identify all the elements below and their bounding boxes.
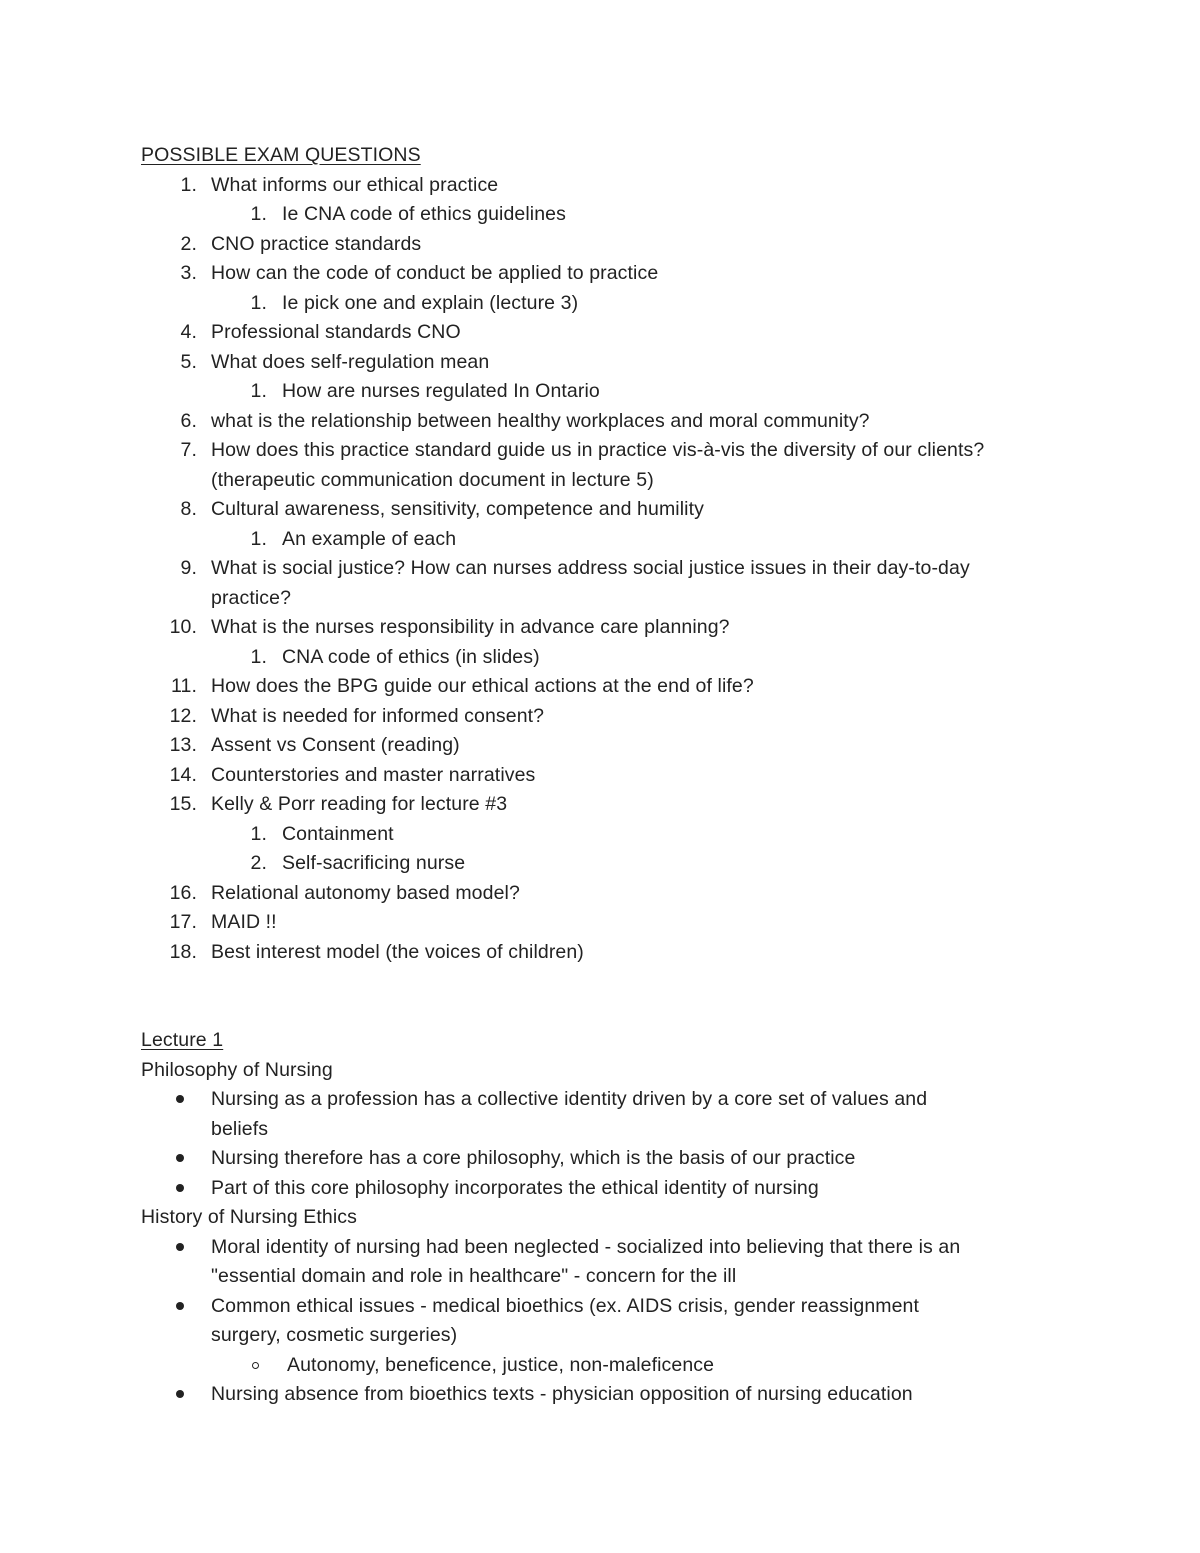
bullet-text: "essential domain and role in healthcare" - concern for the ill [211, 1265, 737, 1287]
question-number: 2. [180, 232, 197, 255]
sub-bullet-text: Autonomy, beneficence, justice, non-maleficence [287, 1353, 715, 1376]
question-number: 5. [180, 350, 197, 373]
question-text-continued: practice? [211, 586, 292, 609]
question-number: 9. [180, 557, 197, 579]
bullet-dot [176, 1243, 184, 1251]
question-number: 17. [169, 911, 197, 933]
question-number: 3. [180, 262, 197, 284]
sub-item-text: How are nurses regulated In Ontario [282, 380, 600, 402]
bullet-text: beliefs [211, 1117, 269, 1140]
question-text: Counterstories and master narratives [211, 763, 536, 786]
lecture-heading: Lecture 1 [141, 1029, 224, 1051]
sub-item-text: Containment [282, 822, 394, 845]
sub-item-number: 1. [250, 527, 267, 550]
sub-item-text: Ie pick one and explain (lecture 3) [282, 291, 579, 314]
sub-item-text: An example of each [282, 527, 457, 550]
question-number: 1. [180, 173, 197, 196]
bullet-text: Nursing absence from bioethics texts - physician opposition of nursing education [211, 1383, 913, 1405]
exam-questions-heading: POSSIBLE EXAM QUESTIONS [141, 144, 421, 166]
bullet-dot [176, 1184, 184, 1192]
sub-item-number: 1. [250, 645, 267, 668]
bullet-text: Part of this core philosophy incorporates the ethical identity of nursing [211, 1176, 819, 1199]
question-number: 6. [180, 409, 197, 432]
question-number: 10. [169, 616, 197, 638]
question-number: 15. [169, 793, 197, 815]
question-text: How can the code of conduct be applied to practice [211, 262, 659, 284]
bullet-dot [176, 1302, 184, 1310]
bullet-text: Moral identity of nursing had been neglected - socialized into believing that there is an [211, 1235, 961, 1258]
question-text: Cultural awareness, sensitivity, competence and humility [211, 498, 704, 520]
bullet-text: Nursing as a profession has a collective identity driven by a core set of values and [211, 1088, 928, 1110]
question-text: What informs our ethical practice [211, 173, 499, 196]
bullet-dot [176, 1154, 184, 1162]
bullet-text: Nursing therefore has a core philosophy, which is the basis of our practice [211, 1147, 856, 1169]
question-text: What does self-regulation mean [211, 350, 490, 373]
question-number: 13. [169, 734, 197, 756]
sub-bullet-circle [252, 1362, 259, 1369]
sub-item-number: 1. [250, 291, 267, 314]
question-number: 7. [180, 439, 197, 461]
bullet-dot [176, 1095, 184, 1103]
question-text: What is the nurses responsibility in advance care planning? [211, 616, 730, 638]
question-text: How does this practice standard guide us in practice vis-à-vis the diversity of our clients? [211, 439, 985, 461]
section-title: History of Nursing Ethics [141, 1206, 357, 1228]
question-text: Professional standards CNO [211, 321, 461, 343]
question-number: 14. [169, 763, 197, 786]
question-number: 12. [169, 704, 197, 727]
bullet-text: surgery, cosmetic surgeries) [211, 1324, 458, 1346]
sub-item-text: CNA code of ethics (in slides) [282, 645, 540, 668]
question-text: Assent vs Consent (reading) [211, 734, 460, 756]
question-number: 16. [169, 881, 197, 904]
question-text: CNO practice standards [211, 232, 422, 255]
question-text: MAID !! [211, 911, 277, 933]
question-number: 4. [180, 321, 197, 343]
section-title: Philosophy of Nursing [141, 1058, 333, 1081]
question-text: what is the relationship between healthy workplaces and moral community? [211, 409, 870, 432]
question-text: What is needed for informed consent? [211, 704, 545, 727]
question-text: How does the BPG guide our ethical actions at the end of life? [211, 675, 754, 697]
sub-item-number: 1. [250, 380, 267, 402]
question-number: 11. [171, 675, 197, 697]
sub-item-number: 2. [250, 852, 267, 874]
question-text: What is social justice? How can nurses address social justice issues in their day-to-day [211, 557, 970, 579]
bullet-text: Common ethical issues - medical bioethics (ex. AIDS crisis, gender reassignment [211, 1294, 920, 1317]
question-number: 8. [180, 498, 197, 520]
question-text: Kelly & Porr reading for lecture #3 [211, 793, 508, 815]
sub-item-text: Ie CNA code of ethics guidelines [282, 203, 566, 225]
sub-item-number: 1. [250, 822, 267, 845]
question-text: Best interest model (the voices of children) [211, 940, 584, 963]
question-text: Relational autonomy based model? [211, 881, 520, 904]
question-number: 18. [169, 940, 197, 963]
bullet-dot [176, 1390, 184, 1398]
question-text-continued: (therapeutic communication document in lecture 5) [211, 468, 654, 491]
sub-item-text: Self-sacrificing nurse [282, 852, 466, 874]
sub-item-number: 1. [250, 203, 267, 225]
